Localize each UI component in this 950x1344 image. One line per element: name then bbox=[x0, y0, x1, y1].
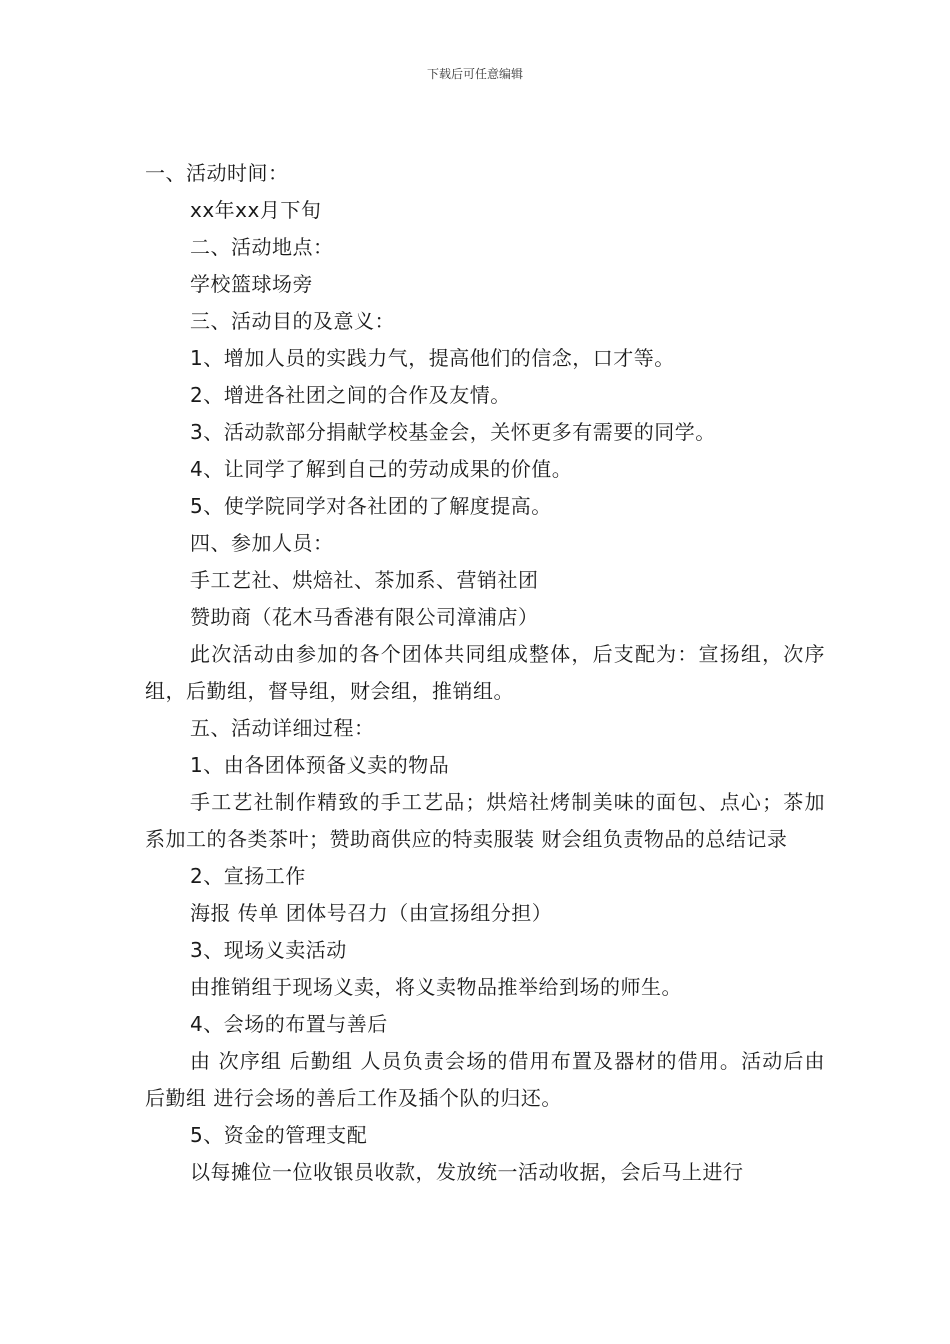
section-heading-time: 一、活动时间： bbox=[145, 161, 289, 185]
participants-clubs: 手工艺社、烘焙社、茶加系、营销社团 bbox=[190, 568, 539, 592]
purpose-item-5: 5、使学院同学对各社团的了解度提高。 bbox=[190, 494, 552, 518]
purpose-item-3: 3、活动款部分捐献学校基金会，关怀更多有需要的同学。 bbox=[190, 420, 716, 444]
process-step-1: 1、由各团体预备义卖的物品 bbox=[190, 753, 450, 777]
process-step-3: 3、现场义卖活动 bbox=[190, 938, 347, 962]
document-body bbox=[145, 155, 825, 1191]
purpose-item-1: 1、增加人员的实践力气，提高他们的信念，口才等。 bbox=[190, 346, 675, 370]
process-step-4: 4、会场的布置与善后 bbox=[190, 1012, 388, 1036]
page-header: 下载后可任意编辑 bbox=[426, 67, 523, 81]
process-step-2-detail: 海报 传单 团体号召力（由宣扬组分担） bbox=[190, 901, 553, 925]
paragraph-groups: 此次活动由参加的各个团体共同组成整体，后支配为：宣扬组，次序组，后勤组，督导组，财会组，推销组。 bbox=[145, 642, 825, 703]
process-step-5: 5、资金的管理支配 bbox=[190, 1123, 368, 1147]
process-step-3-detail: 由推销组于现场义卖，将义卖物品推举给到场的师生。 bbox=[190, 975, 682, 999]
process-step-2: 2、宣扬工作 bbox=[190, 864, 306, 888]
section-heading-location: 二、活动地点： bbox=[190, 235, 334, 259]
purpose-item-2: 2、增进各社团之间的合作及友情。 bbox=[190, 383, 511, 407]
purpose-item-4: 4、让同学了解到自己的劳动成果的价值。 bbox=[190, 457, 573, 481]
section-heading-participants: 四、参加人员： bbox=[190, 531, 334, 555]
location-value: 学校篮球场旁 bbox=[190, 272, 313, 296]
process-step-5-detail: 以每摊位一位收银员收款，发放统一活动收据，会后马上进行 bbox=[190, 1160, 744, 1184]
time-value: xx年xx月下旬 bbox=[190, 198, 322, 222]
paragraph-venue: 由 次序组 后勤组 人员负责会场的借用布置及器材的借用。活动后由后勤组 进行会场的善后工作及插个队的归还。 bbox=[145, 1049, 825, 1110]
section-heading-purpose: 三、活动目的及意义： bbox=[190, 309, 395, 333]
paragraph-items: 手工艺社制作精致的手工艺品；烘焙社烤制美味的面包、点心；茶加系加工的各类茶叶；赞助商供应的特卖服装 财会组负责物品的总结记录 bbox=[145, 790, 825, 851]
section-heading-process: 五、活动详细过程： bbox=[190, 716, 375, 740]
participants-sponsor: 赞助商（花木马香港有限公司漳浦店） bbox=[190, 605, 539, 629]
